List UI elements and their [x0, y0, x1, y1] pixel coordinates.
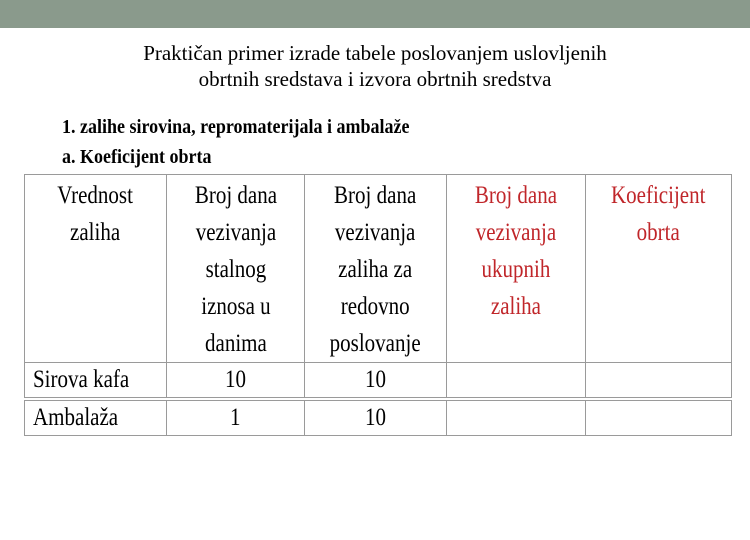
table-cell: 10 [167, 363, 305, 398]
table-row [25, 363, 732, 398]
header-cell: Vrednost zaliha [25, 175, 167, 363]
header-cell: Broj dana vezivanja stalnog iznosa u danima [167, 175, 305, 363]
title-line-1: Praktičan primer izrade tabele poslovanjem uslovljenih [143, 41, 607, 65]
subheading-1: 1. zalihe sirovina, repromaterijala i ambalaže [62, 116, 410, 138]
header-cell-highlighted: Broj dana vezivanja ukupnih zaliha [447, 175, 586, 363]
table-cell [586, 401, 732, 436]
title-line-2: obrtnih sredstava i izvora obrtnih sredstva [198, 67, 552, 91]
table-cell: 10 [305, 401, 447, 436]
top-bar [0, 0, 750, 28]
data-table [24, 174, 731, 429]
header-cell: Broj dana vezivanja zaliha za redovno poslovanje [305, 175, 447, 363]
table-cell: Sirova kafa [25, 363, 167, 398]
table-cell: 1 [167, 401, 305, 436]
subheading-2: a. Koeficijent obrta [62, 146, 212, 168]
table-header-row [25, 175, 732, 363]
table-cell [586, 363, 732, 398]
table-row [25, 401, 732, 436]
table-cell: Ambalaža [25, 401, 167, 436]
table-cell [447, 363, 586, 398]
slide-title [20, 40, 730, 92]
table-cell [447, 401, 586, 436]
table-cell: 10 [305, 363, 447, 398]
header-cell-highlighted: Koeficijent obrta [586, 175, 732, 363]
